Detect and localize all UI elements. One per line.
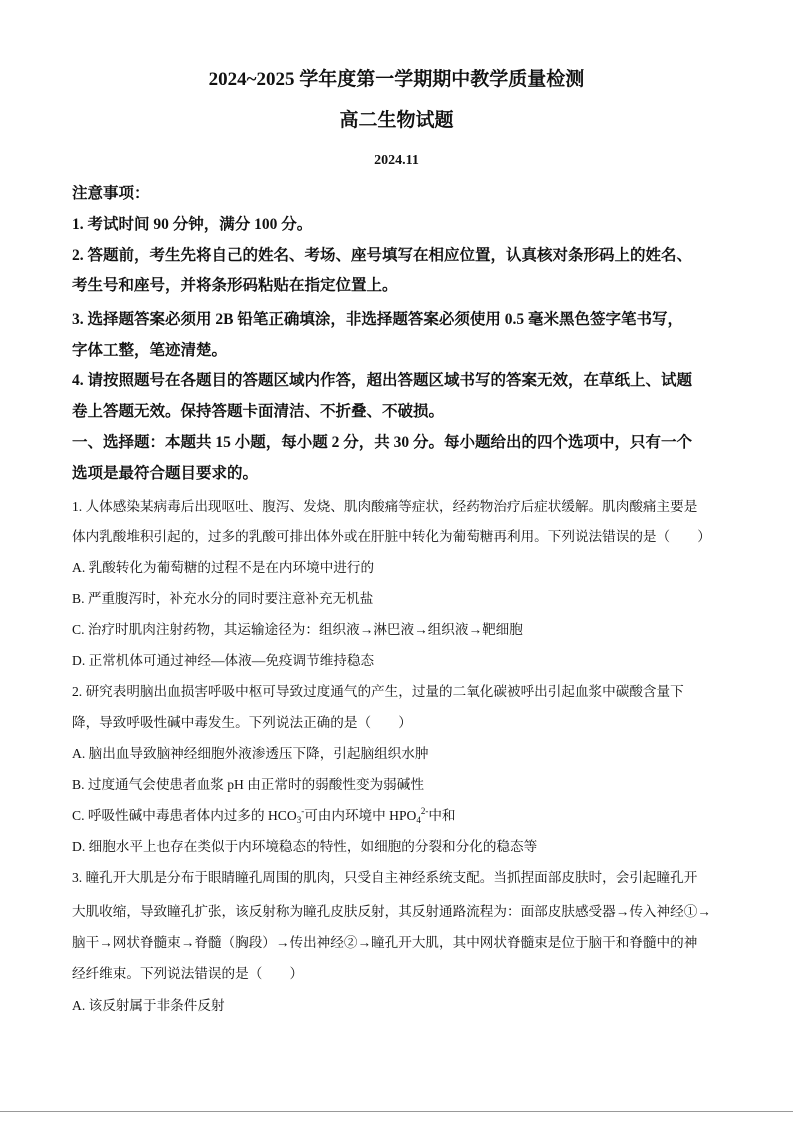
q2-option-d: D. 细胞水平上也存在类似于内环境稳态的特性，如细胞的分裂和分化的稳态等 bbox=[72, 839, 538, 854]
q1-option-a: A. 乳酸转化为葡萄糖的过程不是在内环境中进行的 bbox=[72, 560, 375, 575]
q3-option-a: A. 该反射属于非条件反射 bbox=[72, 998, 225, 1013]
q1-option-c: C. 治疗时肌肉注射药物，其运输途径为：组织液→淋巴液→组织液→靶细胞 bbox=[72, 622, 523, 637]
q2-option-c-text: C. 呼吸性碱中毒患者体内过多的 HCO bbox=[72, 808, 297, 823]
q1-stem: 1. 人体感染某病毒后出现呕吐、腹泻、发烧、肌肉酸痛等症状，经药物治疗后症状缓解。肌肉酸痛主要是 bbox=[72, 499, 698, 514]
q3-stem: 脑干→网状脊髓束→脊髓（胸段）→传出神经②→瞳孔开大肌，其中网状脊髓束是位于脑干和脊髓中的神 bbox=[72, 935, 698, 950]
notice-item: 4. 请按照题号在各题目的答题区域内作答，超出答题区域书写的答案无效，在草纸上、试题 bbox=[72, 372, 693, 389]
subscript: 3 bbox=[296, 815, 302, 825]
q2-option-c bbox=[72, 804, 456, 825]
superscript: - bbox=[301, 806, 305, 816]
section-heading: 一、选择题：本题共 15 小题，每小题 2 分，共 30 分。每小题给出的四个选项中，只有一个 bbox=[72, 434, 693, 451]
notice-item: 3. 选择题答案必须用 2B 铅笔正确填涂，非选择题答案必须使用 0.5 毫米黑色签字笔书写， bbox=[72, 311, 683, 328]
q1-option-d: D. 正常机体可通过神经—体液—免疫调节维持稳态 bbox=[72, 653, 375, 668]
q3-stem: 大肌收缩，导致瞳孔扩张，该反射称为瞳孔皮肤反射，其反射通路流程为：面部皮肤感受器→传入神经①→ bbox=[72, 904, 711, 919]
notice-item: 1. 考试时间 90 分钟，满分 100 分。 bbox=[72, 216, 313, 233]
exam-date: 2024.11 bbox=[374, 153, 419, 168]
section-heading: 选项是最符合题目要求的。 bbox=[72, 465, 259, 482]
exam-title: 2024~2025 学年度第一学期期中教学质量检测 bbox=[208, 69, 585, 90]
subscript: 4 bbox=[416, 815, 421, 825]
q2-option-a: A. 脑出血导致脑神经细胞外液渗透压下降，引起脑组织水肿 bbox=[72, 746, 429, 761]
q2-stem: 降，导致呼吸性碱中毒发生。下列说法正确的是（ ） bbox=[72, 715, 412, 730]
q2-stem: 2. 研究表明脑出血损害呼吸中枢可导致过度通气的产生，过量的二氧化碳被呼出引起血浆中碳酸含量下 bbox=[72, 684, 684, 699]
q3-stem: 3. 瞳孔开大肌是分布于眼睛瞳孔周围的肌肉，只受自主神经系统支配。当抓捏面部皮肤时，会引起瞳孔开 bbox=[72, 870, 698, 885]
q2-option-c-text: 可由内环境中 HPO bbox=[304, 808, 417, 823]
superscript: 2- bbox=[420, 806, 429, 816]
q2-option-b: B. 过度通气会使患者血浆 pH 由正常时的弱酸性变为弱碱性 bbox=[72, 777, 424, 792]
notice-item: 字体工整，笔迹清楚。 bbox=[72, 342, 228, 359]
page-bottom-rule bbox=[0, 1111, 793, 1112]
notice-item: 考生号和座号，并将条形码粘贴在指定位置上。 bbox=[72, 277, 398, 294]
notice-item: 2. 答题前，考生先将自己的姓名、考场、座号填写在相应位置，认真核对条形码上的姓名、 bbox=[72, 247, 693, 264]
q3-stem: 经纤维束。下列说法错误的是（ ） bbox=[72, 966, 304, 981]
notice-item: 卷上答题无效。保持答题卡面清洁、不折叠、不破损。 bbox=[72, 403, 445, 420]
q2-option-c-text: 中和 bbox=[428, 808, 456, 823]
notice-heading: 注意事项： bbox=[72, 185, 150, 202]
q1-option-b: B. 严重腹泻时，补充水分的同时要注意补充无机盐 bbox=[72, 591, 374, 606]
exam-subtitle: 高二生物试题 bbox=[339, 110, 454, 131]
q1-stem: 体内乳酸堆积引起的，过多的乳酸可排出体外或在肝脏中转化为葡萄糖再利用。下列说法错误的是（ ） bbox=[72, 529, 711, 544]
